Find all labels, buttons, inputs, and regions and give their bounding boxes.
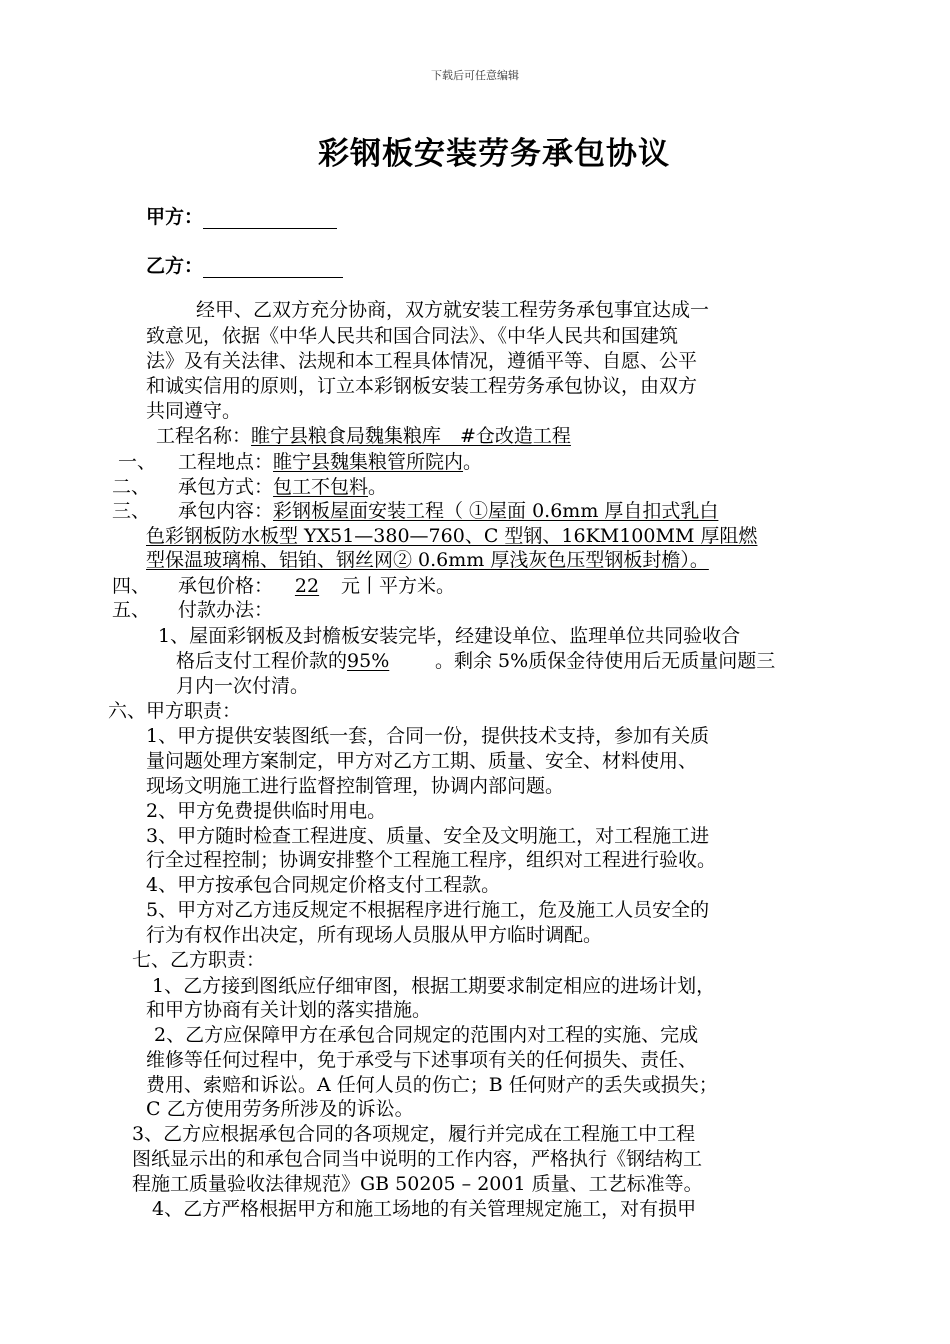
section-6-heading: 六、甲方职责： [108, 700, 242, 722]
project-name [156, 424, 571, 448]
section-6-line-7: 4、甲方按承包合同规定价格支付工程款。 [146, 874, 501, 896]
section-4-unit: 元丨平方米。 [341, 575, 456, 597]
section-5-item-1-pre: 格后支付工程价款的 [176, 650, 348, 672]
intro-line-4: 和诚实信用的原则，订立本彩钢板安装工程劳务承包协议，由双方 [146, 375, 698, 397]
section-1 [178, 450, 482, 474]
party-b [146, 251, 343, 278]
party-a-blank [203, 208, 337, 229]
section-2-value: 包工不包料 [273, 476, 369, 498]
section-2-number: 二、 [112, 476, 151, 498]
section-6-line-3: 现场文明施工进行监督控制管理，协调内部问题。 [146, 775, 565, 797]
section-5-number: 五、 [112, 599, 151, 621]
section-6-line-1: 1、甲方提供安装图纸一套，合同一份，提供技术支持，参加有关质 [146, 725, 710, 747]
section-1-value: 睢宁县魏集粮管所院内 [273, 451, 464, 473]
section-5-item-1-line-3: 月内一次付清。 [176, 675, 310, 697]
section-7-line-6: C 乙方使用劳务所涉及的诉讼。 [146, 1098, 414, 1120]
project-name-label: 工程名称： [156, 425, 252, 447]
section-2-tail: 。 [368, 476, 388, 498]
section-7-line-7: 3、乙方应根据承包合同的各项规定，履行并完成在工程施工中工程 [132, 1123, 696, 1145]
section-6-line-2: 量问题处理方案制定，甲方对乙方工期、质量、安全、材料使用、 [146, 750, 698, 772]
section-7-line-2: 和甲方协商有关计划的落实措施。 [146, 999, 432, 1021]
party-a [146, 202, 337, 229]
section-2 [178, 475, 387, 499]
section-6-line-8: 5、甲方对乙方违反规定不根据程序进行施工，危及施工人员安全的 [146, 899, 710, 921]
section-3 [178, 499, 718, 523]
section-6-line-6: 行全过程控制；协调安排整个工程施工程序，组织对工程进行验收。 [146, 849, 717, 871]
section-7-line-8: 图纸显示出的和承包合同当中说明的工作内容，严格执行《钢结构工 [132, 1148, 703, 1170]
section-7-line-3: 2、乙方应保障甲方在承包合同规定的范围内对工程的实施、完成 [154, 1024, 699, 1046]
section-7-line-1: 1、乙方接到图纸应仔细审图，根据工期要求制定相应的进场计划， [152, 975, 716, 997]
section-4-number: 四、 [112, 575, 151, 597]
section-5-item-1-line-2 [176, 649, 775, 673]
section-6-line-4: 2、甲方免费提供临时用电。 [146, 800, 387, 822]
section-7-line-5: 费用、索赔和诉讼。A 任何人员的伤亡；B 任何财产的丢失或损失； [146, 1074, 718, 1096]
section-5-item-1-post: 。剩余 5%质保金待使用后无质量问题三 [435, 650, 776, 672]
section-3-number: 三、 [112, 500, 151, 522]
section-7-heading: 七、乙方职责： [132, 949, 266, 971]
party-b-blank [203, 257, 343, 278]
section-7-line-10: 4、乙方严格根据甲方和施工场地的有关管理规定施工，对有损甲 [152, 1198, 697, 1220]
section-6-line-9: 行为有权作出决定，所有现场人员服从甲方临时调配。 [146, 924, 603, 946]
intro-line-1: 经甲、乙双方充分协商，双方就安装工程劳务承包事宜达成一 [196, 299, 710, 321]
section-7-line-4: 维修等任何过程中，免于承受与下述事项有关的任何损失、责任、 [146, 1049, 698, 1071]
section-6-line-5: 3、甲方随时检查工程进度、质量、安全及文明施工，对工程施工进 [146, 825, 710, 847]
section-4-value: 22 [294, 575, 320, 597]
party-a-label: 甲方： [146, 206, 204, 228]
section-5-label: 付款办法： [178, 599, 274, 621]
intro-line-3: 法》及有关法律、法规和本工程具体情况，遵循平等、自愿、公平 [146, 350, 698, 372]
header-note: 下载后可任意编辑 [431, 69, 519, 82]
section-1-tail: 。 [463, 451, 483, 473]
section-3-line-1: 彩钢板屋面安装工程（ ①屋面 0.6mm 厚自扣式乳白 [273, 500, 719, 522]
section-4-label: 承包价格： [178, 575, 274, 597]
intro-line-2: 致意见，依据《中华人民共和国合同法》、《中华人民共和国建筑 [146, 325, 679, 347]
document-title: 彩钢板安装劳务承包协议 [318, 136, 670, 172]
intro-line-5: 共同遵守。 [146, 400, 242, 422]
section-1-number: 一、 [118, 451, 157, 473]
section-3-line-2: 色彩钢板防水板型 YX51—380—760、C 型钢、16KM100MM 厚阻燃 [146, 525, 758, 547]
project-name-value: 睢宁县粮食局魏集粮库 #仓改造工程 [251, 425, 571, 447]
section-4 [178, 574, 455, 598]
party-b-label: 乙方： [146, 255, 204, 277]
section-1-label: 工程地点： [178, 451, 274, 473]
section-2-label: 承包方式： [178, 476, 274, 498]
section-3-label: 承包内容： [178, 500, 274, 522]
section-5-item-1-line-1: 1、屋面彩钢板及封檐板安装完毕，经建设单位、监理单位共同验收合 [158, 625, 741, 647]
section-3-line-3: 型保温玻璃棉、铝铂、钢丝网② 0.6mm 厚浅灰色压型钢板封檐）。 [146, 549, 709, 571]
section-5-percent: 95% [347, 650, 390, 672]
section-7-line-9: 程施工质量验收法律规范》GB 50205 – 2001 质量、工艺标准等。 [132, 1173, 703, 1195]
